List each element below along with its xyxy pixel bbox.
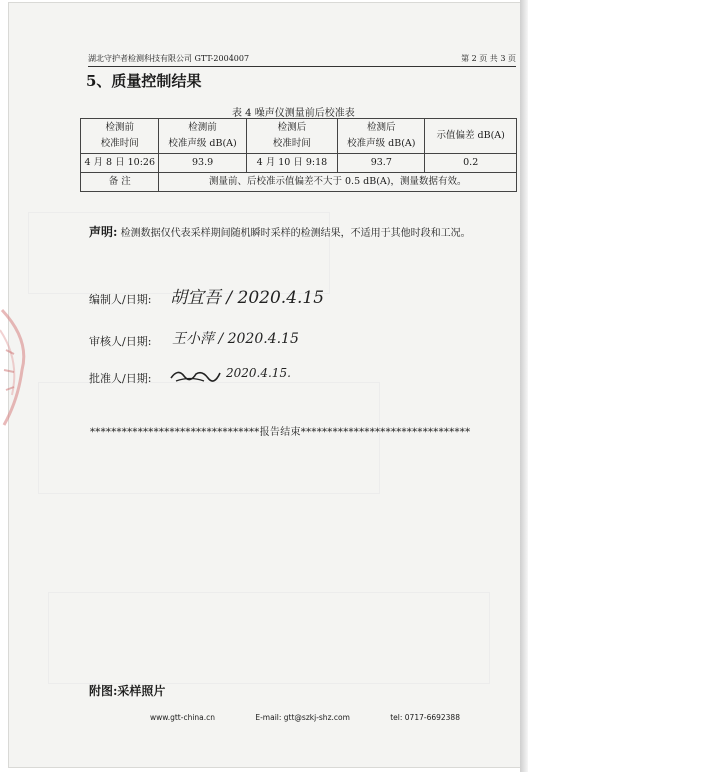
reviewer-label: 审核人/日期: xyxy=(89,335,152,348)
statement-label: 声明: xyxy=(89,225,118,239)
approver-date-handwriting: 2020.4.15. xyxy=(226,366,291,380)
header-line: 校准时间 xyxy=(272,138,311,149)
header-line: 检测前 xyxy=(188,122,217,133)
approver-label: 批准人/日期: xyxy=(89,372,152,385)
header-page-number: 第 2 页 共 3 页 xyxy=(461,54,516,63)
cell-post-time: 4 月 10 日 9:18 xyxy=(246,154,338,173)
appendix-title: 附图:采样照片 xyxy=(89,684,166,698)
compiler-handwriting: 胡宜吾 / 2020.4.15 xyxy=(170,288,325,308)
header-line: 检测后 xyxy=(367,122,396,133)
page-footer xyxy=(150,713,460,722)
reviewer-handwriting: 王小萍 / 2020.4.15 xyxy=(172,331,299,347)
report-end-marker: ********************************报告结束******************************** xyxy=(90,427,471,438)
approver-signature xyxy=(168,364,222,386)
show-through-table xyxy=(48,592,490,684)
col-header-post-level xyxy=(338,119,425,154)
table-header-row xyxy=(81,119,517,154)
calibration-table xyxy=(80,118,517,192)
header-line: 示值偏差 dB(A) xyxy=(436,130,505,141)
col-header-post-time xyxy=(246,119,338,154)
col-header-pre-level xyxy=(159,119,246,154)
section-title: 5、质量控制结果 xyxy=(86,72,202,90)
cell-pre-time: 4 月 8 日 10:26 xyxy=(81,154,159,173)
table-caption: 表 4 噪声仪测量前后校准表 xyxy=(232,108,355,119)
statement-text: 检测数据仅代表采样期间随机瞬时采样的检测结果，不适用于其他时段和工况。 xyxy=(120,228,471,239)
table-row xyxy=(81,154,517,173)
remark-text: 测量前、后校准示值偏差不大于 0.5 dB(A)，测量数据有效。 xyxy=(159,173,517,192)
footer-email: E-mail: gtt@szkj-shz.com xyxy=(255,713,350,722)
cell-post-level: 93.7 xyxy=(338,154,425,173)
header-company: 湖北守护者检测科技有限公司 GTT-2004007 xyxy=(88,54,250,63)
header-line: 检测前 xyxy=(105,122,134,133)
cell-pre-level: 93.9 xyxy=(159,154,246,173)
header-line: 检测后 xyxy=(277,122,307,133)
page-header xyxy=(88,53,516,67)
col-header-deviation xyxy=(425,119,517,154)
table-remark-row xyxy=(81,173,517,192)
show-through-table xyxy=(38,382,380,494)
header-line: 校准声级 dB(A) xyxy=(347,138,416,149)
header-line: 校准声级 dB(A) xyxy=(168,138,237,149)
red-seal-stamp xyxy=(0,300,40,430)
cell-deviation: 0.2 xyxy=(425,154,517,173)
remark-label: 备 注 xyxy=(81,173,159,192)
col-header-pre-time xyxy=(81,119,159,154)
statement xyxy=(89,223,471,240)
footer-phone: tel: 0717-6692388 xyxy=(390,713,460,722)
page-edge xyxy=(520,0,528,772)
compiler-label: 编制人/日期: xyxy=(89,293,152,306)
footer-website: www.gtt-china.cn xyxy=(150,713,216,722)
header-line: 校准时间 xyxy=(100,138,139,149)
